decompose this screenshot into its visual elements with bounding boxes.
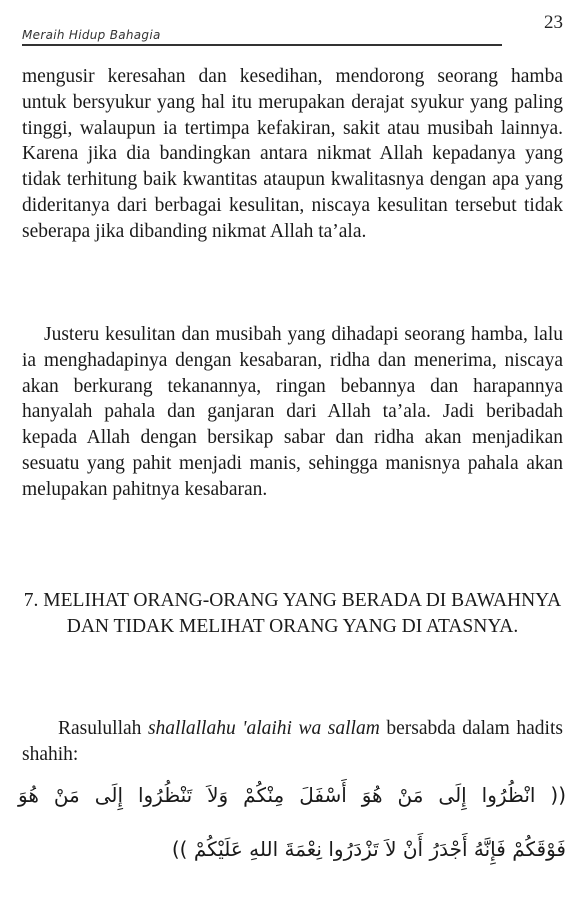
hadith-arabic-line-1: (( انْظُرُوا إِلَى مَنْ هُوَ أَسْفَلَ مِنْكُمْ وَلاَ تَنْظُرُوا إِلَى مَنْ هُوَ [18, 783, 566, 807]
running-title: Meraih Hidup Bahagia [22, 28, 161, 42]
page-header [22, 10, 567, 46]
header-rule [22, 44, 502, 46]
paragraph-2: Justeru kesulitan dan musibah yang dihadapi seorang hamba, lalu ia menghadapinya dengan kesabaran, ridha dan menerima, niscaya akan berkurang tekanannya, ringan bebannya dan harapannya hanyalah pahala dan ganjaran dari Allah ta’ala. Jadi beribadah kepada Allah dengan bersikap sabar dan ridha akan menjadikan sesuatu yang pahit menjadi manis, sehingga manisnya pahala akan melupakan pahitnya kesabaran. [22, 324, 563, 500]
section-heading: 7. MELIHAT ORANG-ORANG YANG BERADA DI BAWAHNYA DAN TIDAK MELIHAT ORANG YANG DI ATASNYA. [23, 590, 562, 637]
hadith-arabic-line-2: فَوْقَكُمْ فَإِنَّهُ أَجْدَرُ أَنْ لاَ تَزْدَرُوا نِعْمَةَ اللهِ عَلَيْكُمْ )) [171, 837, 566, 861]
page-number: 23 [544, 12, 563, 33]
hadith-intro-honorific: shallallahu 'alaihi wa sallam [147, 718, 380, 739]
hadith-intro [22, 716, 563, 768]
paragraph-1: mengusir keresahan dan kesedihan, mendorong seorang hamba untuk bersyukur yang hal itu merupakan derajat syukur yang paling tinggi, walaupun ia tertimpa kefakiran, sakit atau musibah lainnya. Karena jika dia bandingkan antara nikmat Allah kepadanya yang tidak terhitung baik kwantitas ataupun kwalitasnya dengan apa yang dideritanya dari berbagai kesulitan, niscaya kesulitan tersebut tidak seberapa jika dibanding nikmat Allah ta’ala. [22, 66, 563, 242]
hadith-intro-after: bersabda dalam hadits shahih: [22, 718, 563, 765]
hadith-intro-before: Rasulullah [58, 718, 148, 739]
